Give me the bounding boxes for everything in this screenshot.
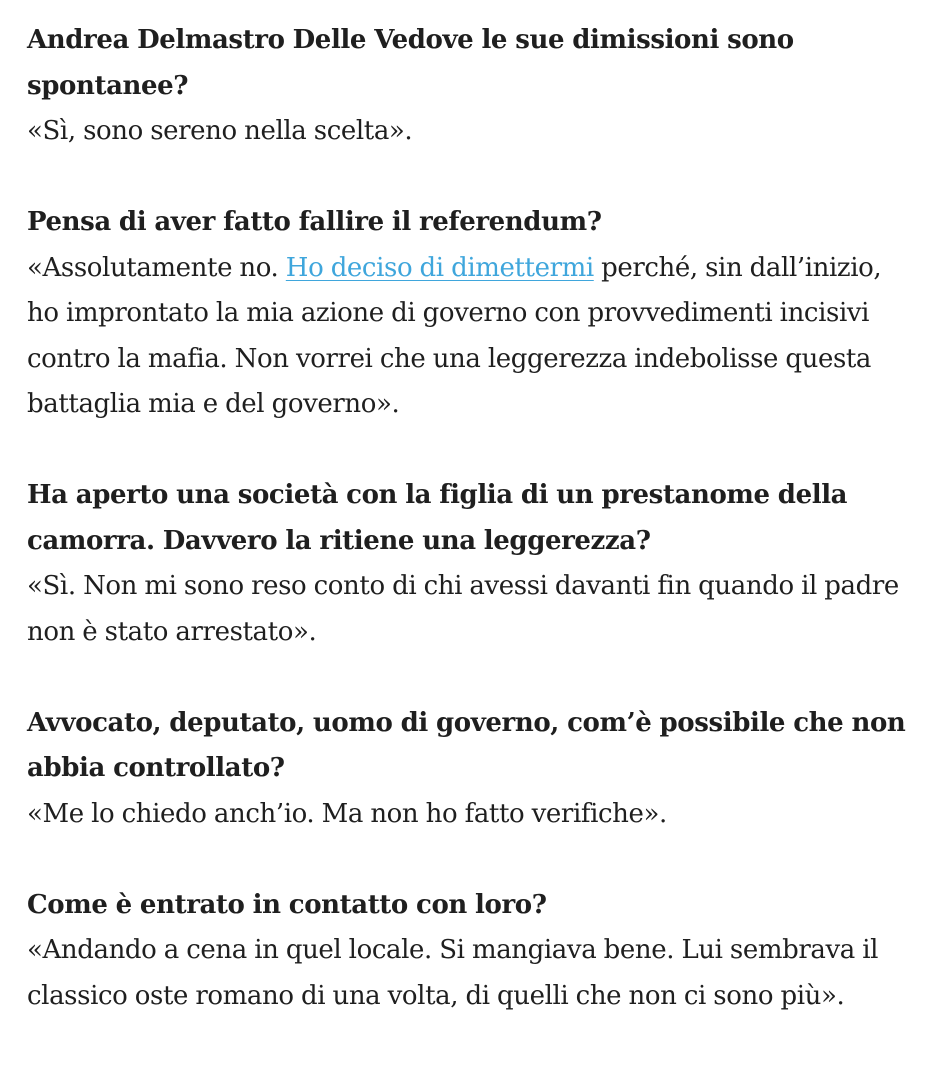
qa-block bbox=[27, 701, 917, 838]
qa-block bbox=[27, 473, 917, 655]
answer-text-start: «Assolutamente no. bbox=[27, 252, 286, 283]
answer-text bbox=[27, 246, 917, 428]
question-text: Ha aperto una società con la figlia di un prestanome della camorra. Davvero la ritiene una leggerezza? bbox=[27, 480, 848, 556]
answer-text: «Andando a cena in quel locale. Si mangiava bene. Lui sembrava il classico oste romano di una volta, di quelli che non ci sono più». bbox=[27, 935, 879, 1011]
answer-text: «Sì. Non mi sono reso conto di chi avessi davanti fin quando il padre non è stato arrestato». bbox=[27, 571, 899, 647]
question-text: Andrea Delmastro Delle Vedove le sue dimissioni sono spontanee? bbox=[27, 25, 794, 101]
qa-block bbox=[27, 18, 917, 155]
answer-text: «Sì, sono sereno nella scelta». bbox=[27, 116, 413, 146]
answer-text: «Me lo chiedo anch’io. Ma non ho fatto verifiche». bbox=[27, 798, 667, 829]
dimissioni-link[interactable]: Ho deciso di dimettermi bbox=[285, 252, 594, 283]
question-text: Pensa di aver fatto fallire il referendum? bbox=[27, 207, 602, 237]
question-text: Avvocato, deputato, uomo di governo, com’è possibile che non abbia controllato? bbox=[27, 707, 906, 783]
qa-block bbox=[27, 200, 917, 428]
question-text: Come è entrato in contatto con loro? bbox=[27, 889, 547, 920]
article-body bbox=[27, 18, 917, 1065]
answer-text-end: perché, sin dall’inizio, ho improntato la mia azione di governo con provvedimenti incisivi contro la mafia. Non vorrei che una leggerezza indebolisse questa battaglia mia e del governo». bbox=[27, 252, 882, 419]
qa-block bbox=[27, 883, 917, 1020]
